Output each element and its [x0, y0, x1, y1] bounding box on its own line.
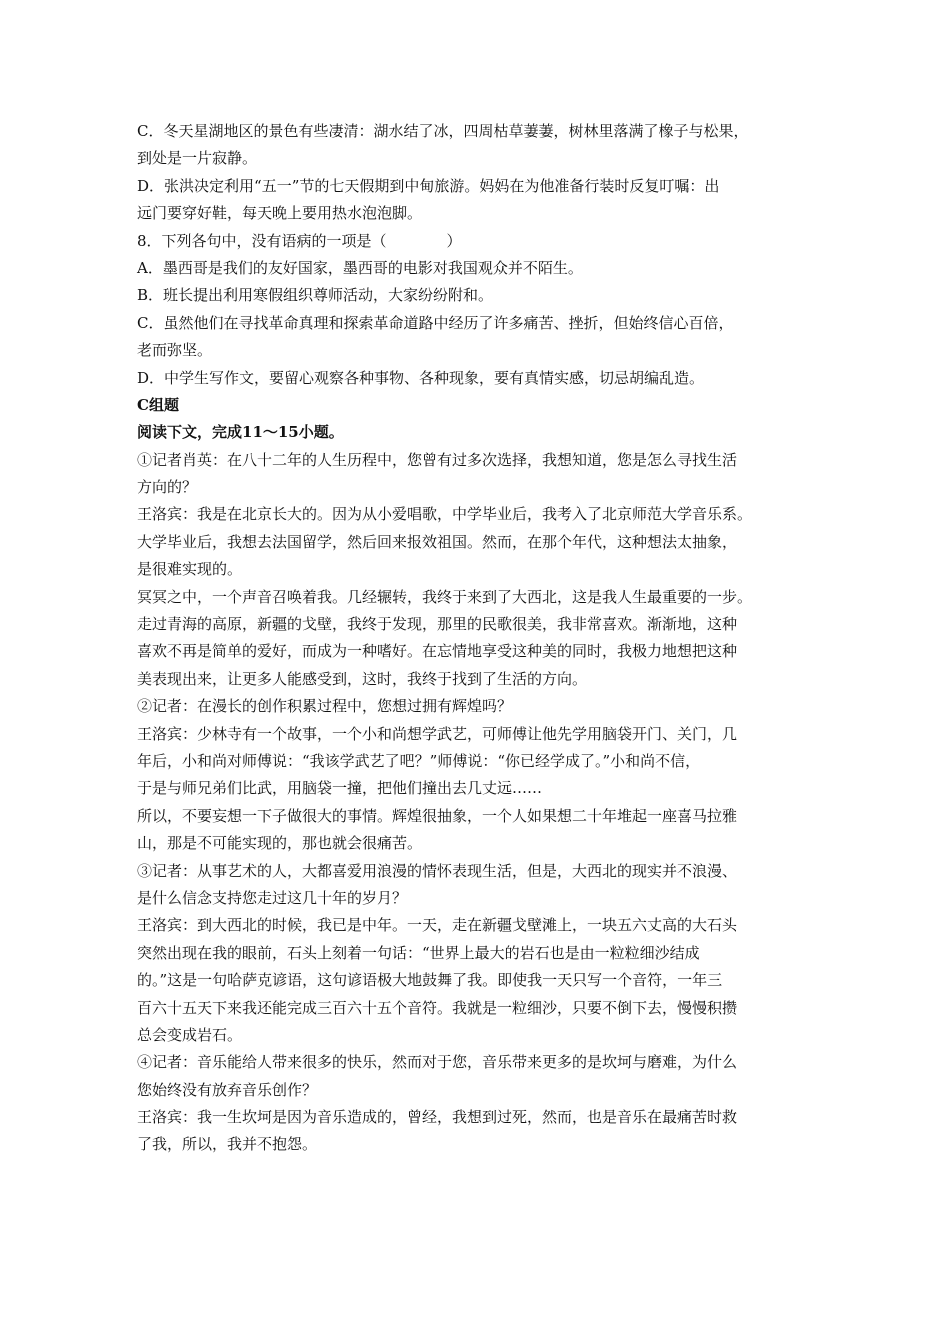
text-line: 王洛宾：我一生坎坷是因为音乐造成的，曾经，我想到过死，然而，也是音乐在最痛苦时救 [137, 1108, 738, 1127]
text-line: 老而弥坚。 [137, 341, 213, 360]
text-line: 年后，小和尚对师傅说：“我该学武艺了吧？”师傅说：“你已经学成了。”小和尚不信， [137, 751, 701, 770]
text-line: 了我，所以，我并不抱怨。 [137, 1135, 318, 1154]
text-line: C．冬天星湖地区的景色有些凄清：湖水结了冰，四周枯草萋萋，树林里落满了橡子与松果， [137, 122, 749, 140]
text-line: B．班长提出利用寒假组织尊师活动，大家纷纷附和。 [137, 286, 494, 305]
text-line: 8．下列各句中，没有语病的一项是（ ） [137, 231, 462, 250]
text-line: 方向的？ [137, 478, 198, 497]
text-line: 王洛宾：少林寺有一个故事，一个小和尚想学武艺，可师傅让他先学用脑袋开门、关门，几 [137, 724, 738, 743]
text-line: 美表现出来，让更多人能感受到，这时，我终于找到了生活的方向。 [137, 669, 588, 688]
text-line: ①记者肖英：在八十二年的人生历程中，您曾有过多次选择，我想知道，您是怎么寻找生活 [137, 450, 738, 469]
document-page [137, 118, 827, 1159]
text-line: 突然出现在我的眼前，石头上刻着一句话：“世界上最大的岩石也是由一粒粒细沙结成 [137, 943, 700, 962]
text-line: 远门要穿好鞋，每天晚上要用热水泡泡脚。 [137, 204, 423, 223]
text-line: A．墨西哥是我们的友好国家，墨西哥的电影对我国观众并不陌生。 [137, 258, 583, 277]
text-line: 王洛宾：到大西北的时候，我已是中年。一天，走在新疆戈壁滩上，一块五六丈高的大石头 [137, 916, 738, 935]
text-line: D．中学生写作文，要留心观察各种事物、各种现象，要有真情实感，切忌胡编乱造。 [137, 368, 705, 387]
text-line: D．张洪决定利用“五一”节的七天假期到中甸旅游。妈妈在为他准备行装时反复叮嘱：出 [137, 176, 720, 195]
section-heading: 阅读下文，完成11～15小题。 [137, 423, 344, 442]
text-line: 总会变成岩石。 [137, 1025, 243, 1044]
text-line: 到处是一片寂静。 [137, 149, 258, 168]
text-line: 您始终没有放弃音乐创作？ [137, 1080, 318, 1099]
text-line: 喜欢不再是简单的爱好，而成为一种嗜好。在忘情地享受这种美的同时，我极力地想把这种 [137, 642, 738, 661]
text-line: ②记者：在漫长的创作积累过程中，您想过拥有辉煌吗？ [137, 697, 513, 716]
text-line: 王洛宾：我是在北京长大的。因为从小爱唱歌，中学毕业后，我考入了北京师范大学音乐系。 [137, 505, 753, 524]
text-line: 大学毕业后，我想去法国留学，然后回来报效祖国。然而，在那个年代，这种想法太抽象， [137, 532, 738, 551]
text-line: 于是与师兄弟们比武，用脑袋一撞，把他们撞出去几丈远…… [137, 779, 543, 798]
text-line: 百六十五天下来我还能完成三百六十五个音符。我就是一粒细沙，只要不倒下去，慢慢积攒 [137, 998, 738, 1017]
text-line: 冥冥之中，一个声音召唤着我。几经辗转，我终于来到了大西北，这是我人生最重要的一步。 [137, 587, 753, 606]
text-line: C．虽然他们在寻找革命真理和探索革命道路中经历了许多痛苦、挫折，但始终信心百倍， [137, 313, 734, 332]
text-line: 走过青海的高原，新疆的戈壁，我终于发现，那里的民歌很美，我非常喜欢。渐渐地，这种 [137, 615, 738, 634]
text-line: 所以，不要妄想一下子做很大的事情。辉煌很抽象，一个人如果想二十年堆起一座喜马拉雅 [137, 806, 738, 825]
text-line: 是什么信念支持您走过这几十年的岁月？ [137, 888, 408, 907]
text-line: 是很难实现的。 [137, 560, 243, 579]
text-line: ③记者：从事艺术的人，大都喜爱用浪漫的情怀表现生活，但是，大西北的现实并不浪漫、 [137, 861, 738, 880]
text-line: ④记者：音乐能给人带来很多的快乐，然而对于您，音乐带来更多的是坎坷与磨难，为什么 [137, 1053, 738, 1072]
text-line: 的。”这是一句哈萨克谚语，这句谚语极大地鼓舞了我。即使我一天只写一个音符，一年三 [137, 971, 723, 990]
section-heading: C组题 [137, 395, 179, 414]
text-line: 山，那是不可能实现的，那也就会很痛苦。 [137, 834, 423, 853]
